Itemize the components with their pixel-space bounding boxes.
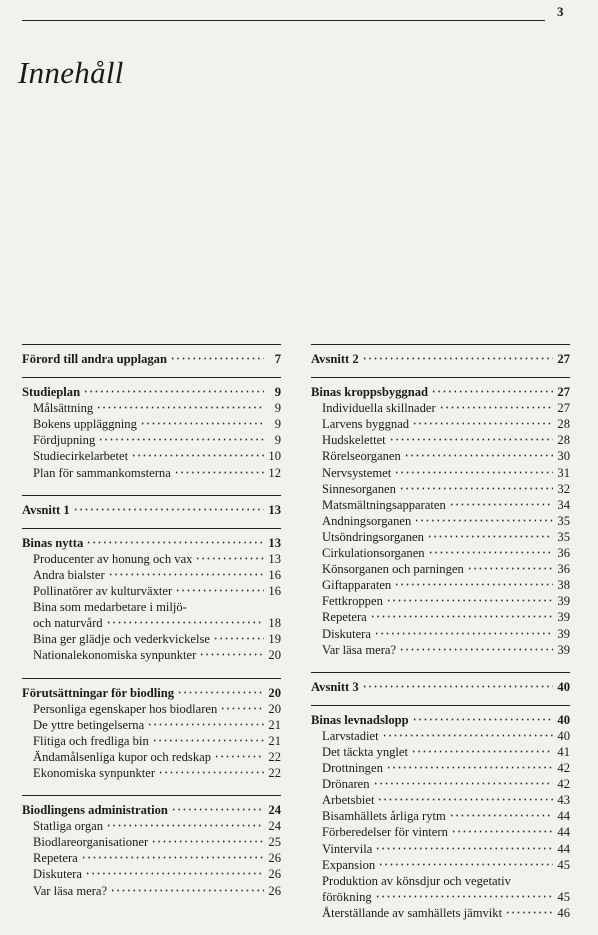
dot-leader bbox=[428, 546, 553, 557]
dot-leader bbox=[73, 503, 264, 514]
dot-leader bbox=[106, 616, 264, 627]
toc-entry-label: Bina ger glädje och vederkvickelse bbox=[33, 632, 210, 647]
toc-entry bbox=[311, 776, 570, 792]
dot-leader bbox=[362, 680, 553, 691]
dot-leader bbox=[86, 536, 264, 547]
toc-page-number: 38 bbox=[557, 578, 570, 593]
toc-entry-label: Diskutera bbox=[322, 626, 371, 641]
toc-page-number: 24 bbox=[268, 803, 281, 818]
toc-page-number: 10 bbox=[268, 449, 281, 464]
toc-heading bbox=[22, 502, 281, 518]
toc-page-number: 28 bbox=[557, 433, 570, 448]
toc-page-number: 13 bbox=[268, 551, 281, 566]
toc-heading bbox=[22, 685, 281, 701]
dot-leader bbox=[505, 906, 553, 917]
toc-entry-label: Diskutera bbox=[33, 867, 82, 882]
toc-page-number: 36 bbox=[557, 562, 570, 577]
toc-page-number: 36 bbox=[557, 546, 570, 561]
toc-page-number: 12 bbox=[268, 465, 281, 480]
toc-page-number: 39 bbox=[557, 594, 570, 609]
toc-page-number: 9 bbox=[274, 417, 281, 432]
toc-entry bbox=[311, 481, 570, 497]
toc-entry bbox=[22, 749, 281, 765]
toc-page-number: 16 bbox=[268, 567, 281, 582]
toc-page-number: 7 bbox=[274, 352, 281, 366]
toc-entry-label: Individuella skillnader bbox=[322, 401, 436, 416]
toc-entry bbox=[22, 701, 281, 717]
dot-leader bbox=[213, 632, 264, 643]
toc-page-number: 39 bbox=[557, 642, 570, 657]
toc-entry bbox=[311, 497, 570, 513]
dot-leader bbox=[106, 819, 264, 830]
toc-entry bbox=[311, 529, 570, 545]
toc-entry bbox=[22, 866, 281, 882]
dot-leader bbox=[131, 449, 264, 460]
toc-entry bbox=[311, 432, 570, 448]
toc-entry-label: Larvstadiet bbox=[322, 728, 379, 743]
dot-leader bbox=[108, 568, 264, 579]
toc-entry bbox=[311, 626, 570, 642]
toc-heading-label: Binas kroppsbyggnad bbox=[311, 385, 429, 400]
dot-leader bbox=[152, 734, 264, 745]
toc-entry bbox=[22, 733, 281, 749]
toc-entry-label: Andningsorganen bbox=[322, 513, 412, 528]
toc-page-number: 13 bbox=[268, 535, 281, 550]
toc-entry-label: Fördjupning bbox=[33, 433, 96, 448]
dot-leader bbox=[110, 884, 264, 895]
toc-page-number: 35 bbox=[557, 529, 570, 544]
toc-page-number: 28 bbox=[557, 417, 570, 432]
toc-entry-label: Personliga egenskaper hos biodlaren bbox=[33, 701, 218, 716]
toc-page-number: 21 bbox=[268, 717, 281, 732]
toc-entry-label: Drottningen bbox=[322, 761, 383, 776]
toc-heading-label: Studieplan bbox=[22, 385, 81, 400]
dot-leader bbox=[451, 825, 553, 836]
toc-entry bbox=[22, 850, 281, 866]
toc-section bbox=[22, 678, 281, 796]
toc-entry-label: Plan för sammankomsterna bbox=[33, 465, 171, 480]
toc-section bbox=[22, 377, 281, 495]
toc-entry bbox=[311, 448, 570, 464]
toc-entry bbox=[311, 545, 570, 561]
dot-leader bbox=[431, 385, 553, 396]
toc-section bbox=[22, 795, 281, 913]
toc-entry-label: Bokens uppläggning bbox=[33, 417, 137, 432]
toc-heading-label: Biodlingens administration bbox=[22, 803, 168, 818]
dot-leader bbox=[412, 713, 553, 724]
toc-page-number: 32 bbox=[557, 481, 570, 496]
dot-leader bbox=[214, 750, 264, 761]
toc-entry bbox=[311, 513, 570, 529]
toc-entry-label: Bina som medarbetare i miljö- bbox=[33, 600, 187, 615]
toc-entry-label: förökning bbox=[322, 889, 372, 904]
toc-page-number: 39 bbox=[557, 610, 570, 625]
toc-entry bbox=[311, 593, 570, 609]
toc-entry bbox=[22, 765, 281, 781]
toc-page-number: 16 bbox=[268, 584, 281, 599]
toc-entry-label: Matsmältningsapparaten bbox=[322, 497, 446, 512]
toc-page-number: 44 bbox=[557, 841, 570, 856]
dot-leader bbox=[83, 385, 264, 396]
toc-page-number: 40 bbox=[557, 728, 570, 743]
dot-leader bbox=[199, 648, 264, 659]
toc-entry bbox=[22, 432, 281, 448]
dot-leader bbox=[386, 594, 553, 605]
toc-page-number: 46 bbox=[557, 905, 570, 920]
toc-section bbox=[22, 495, 281, 528]
toc-heading bbox=[311, 712, 570, 728]
dot-leader bbox=[373, 777, 553, 788]
toc-page-number: 31 bbox=[557, 465, 570, 480]
toc-entry bbox=[311, 744, 570, 760]
toc-entry-label: Vintervila bbox=[322, 841, 373, 856]
toc-entry bbox=[311, 792, 570, 808]
toc-heading-label: Avsnitt 1 bbox=[22, 502, 70, 517]
dot-leader bbox=[377, 793, 553, 804]
toc-page-number: 22 bbox=[268, 749, 281, 764]
toc-page-number: 24 bbox=[268, 819, 281, 834]
dot-leader bbox=[449, 498, 553, 509]
dot-leader bbox=[394, 578, 553, 589]
toc-entry-label: Expansion bbox=[322, 857, 376, 872]
dot-leader bbox=[382, 729, 553, 740]
dot-leader bbox=[151, 835, 264, 846]
dot-leader bbox=[147, 718, 264, 729]
toc-entry-label: och naturvård bbox=[33, 616, 103, 631]
dot-leader bbox=[449, 809, 553, 820]
dot-leader bbox=[158, 766, 264, 777]
toc-section bbox=[22, 344, 281, 377]
toc-page-number: 45 bbox=[557, 889, 570, 904]
toc-heading-label: Avsnitt 3 bbox=[311, 679, 359, 694]
toc-page-number: 9 bbox=[274, 433, 281, 448]
toc-page-number: 19 bbox=[268, 632, 281, 647]
toc-entry-label: Utsöndringsorganen bbox=[322, 529, 424, 544]
toc-page-number: 18 bbox=[268, 616, 281, 631]
toc-entry-label: Nationalekonomiska synpunkter bbox=[33, 648, 197, 663]
toc-entry-label: Producenter av honung och vax bbox=[33, 551, 193, 566]
toc-heading-label: Binas nytta bbox=[22, 535, 84, 550]
toc-page-number: 44 bbox=[557, 825, 570, 840]
toc-entry bbox=[311, 609, 570, 625]
dot-leader bbox=[81, 851, 264, 862]
toc-entry bbox=[22, 551, 281, 567]
page-number: 3 bbox=[557, 4, 564, 19]
dot-leader bbox=[177, 686, 264, 697]
toc-entry bbox=[22, 883, 281, 899]
dot-leader bbox=[389, 433, 553, 444]
dot-leader bbox=[439, 401, 553, 412]
toc-section bbox=[22, 528, 281, 678]
dot-leader bbox=[404, 449, 553, 460]
toc-heading-label: Förutsättningar för biodling bbox=[22, 685, 175, 700]
toc-entry bbox=[311, 642, 570, 658]
dot-leader bbox=[370, 610, 553, 621]
toc-entry bbox=[22, 416, 281, 432]
toc-entry bbox=[311, 728, 570, 744]
toc-entry-label: Larvens byggnad bbox=[322, 417, 410, 432]
toc-page-number: 27 bbox=[557, 385, 570, 400]
dot-leader bbox=[140, 417, 264, 428]
toc-entry-label: Återställande av samhällets jämvikt bbox=[322, 905, 503, 920]
toc-page-number: 34 bbox=[557, 497, 570, 512]
toc-entry bbox=[22, 567, 281, 583]
toc-entry bbox=[22, 647, 281, 663]
toc-page-number: 40 bbox=[557, 712, 570, 727]
page-title: Innehåll bbox=[18, 54, 124, 90]
toc-page-number: 27 bbox=[557, 352, 570, 366]
toc-entry-label: Det täckta ynglet bbox=[322, 744, 409, 759]
toc-page-number: 26 bbox=[268, 867, 281, 882]
toc-page-number: 44 bbox=[557, 809, 570, 824]
dot-leader bbox=[170, 352, 264, 363]
toc-heading bbox=[22, 535, 281, 551]
toc-heading bbox=[311, 384, 570, 400]
dot-leader bbox=[375, 890, 553, 901]
toc-entry-label: Målsättning bbox=[33, 401, 94, 416]
toc-entry-label: Förberedelser för vintern bbox=[322, 825, 448, 840]
dot-leader bbox=[386, 761, 553, 772]
dot-leader bbox=[427, 530, 553, 541]
header-rule bbox=[22, 20, 545, 21]
toc-page-number: 43 bbox=[557, 793, 570, 808]
toc-entry bbox=[22, 818, 281, 834]
toc-entry-label: Drönaren bbox=[322, 777, 370, 792]
dot-leader bbox=[220, 702, 264, 713]
toc-entry bbox=[22, 615, 281, 631]
toc-column-left bbox=[22, 344, 281, 913]
toc-entry-label: Fettkroppen bbox=[322, 594, 383, 609]
toc-entry-label: Könsorganen och parningen bbox=[322, 562, 464, 577]
toc-entry bbox=[22, 465, 281, 481]
toc-entry bbox=[311, 577, 570, 593]
toc-section bbox=[311, 705, 570, 935]
toc-entry-label: Sinnesorganen bbox=[322, 481, 396, 496]
dot-leader bbox=[85, 867, 264, 878]
toc-entry-label: Studiecirkelarbetet bbox=[33, 449, 129, 464]
toc-page-number: 40 bbox=[557, 679, 570, 694]
toc-entry-label: Giftapparaten bbox=[322, 578, 392, 593]
toc-heading bbox=[22, 802, 281, 818]
toc-page-number: 27 bbox=[557, 401, 570, 416]
toc-section bbox=[311, 672, 570, 705]
toc-page-number: 26 bbox=[268, 851, 281, 866]
toc-entry-label: Arbetsbiet bbox=[322, 793, 375, 808]
toc-page-number: 13 bbox=[268, 502, 281, 517]
dot-leader bbox=[96, 401, 264, 412]
toc-page-number: 9 bbox=[274, 385, 281, 400]
toc-entry-label: Var läsa mera? bbox=[33, 883, 108, 898]
toc-entry-label: De yttre betingelserna bbox=[33, 717, 145, 732]
toc-heading bbox=[22, 351, 281, 367]
toc-section bbox=[311, 377, 570, 672]
toc-entry bbox=[311, 561, 570, 577]
toc-page-number: 45 bbox=[557, 857, 570, 872]
dot-leader bbox=[378, 858, 553, 869]
toc-page-number: 41 bbox=[557, 744, 570, 759]
toc-entry bbox=[22, 631, 281, 647]
toc-entry-label: Repetera bbox=[33, 851, 78, 866]
toc-entry bbox=[311, 889, 570, 905]
toc-entry bbox=[311, 841, 570, 857]
toc-heading-label: Binas levnadslopp bbox=[311, 712, 409, 727]
toc-entry-label: Flitiga och fredliga bin bbox=[33, 733, 149, 748]
toc-heading bbox=[311, 351, 570, 367]
toc-page-number: 20 bbox=[268, 685, 281, 700]
toc-page-number: 21 bbox=[268, 733, 281, 748]
dot-leader bbox=[394, 466, 553, 477]
dot-leader bbox=[467, 562, 553, 573]
toc-heading-label: Avsnitt 2 bbox=[311, 352, 359, 366]
dot-leader bbox=[175, 584, 264, 595]
toc-entry-label: Repetera bbox=[322, 610, 367, 625]
toc-page-number: 42 bbox=[557, 777, 570, 792]
toc-entry bbox=[311, 857, 570, 873]
toc-page-number: 9 bbox=[274, 401, 281, 416]
toc-entry bbox=[311, 465, 570, 481]
toc-entry bbox=[22, 834, 281, 850]
toc-entry bbox=[311, 824, 570, 840]
toc-entry bbox=[22, 583, 281, 599]
dot-leader bbox=[411, 745, 553, 756]
toc-page-number: 25 bbox=[268, 835, 281, 850]
toc-page-number: 20 bbox=[268, 648, 281, 663]
toc-page-number: 35 bbox=[557, 513, 570, 528]
toc-entry-label: Var läsa mera? bbox=[322, 642, 397, 657]
dot-leader bbox=[374, 627, 553, 638]
dot-leader bbox=[375, 842, 553, 853]
toc-entry-label: Nervsystemet bbox=[322, 465, 392, 480]
toc-entry-label: Pollinatörer av kulturväxter bbox=[33, 584, 173, 599]
toc-column-right bbox=[311, 344, 570, 935]
dot-leader bbox=[195, 552, 264, 563]
toc-entry-label: Ändamålsenliga kupor och redskap bbox=[33, 749, 212, 764]
toc-page-number: 42 bbox=[557, 761, 570, 776]
toc-entry-label: Rörelseorganen bbox=[322, 449, 401, 464]
toc-entry-label: Statliga organ bbox=[33, 819, 104, 834]
dot-leader bbox=[174, 466, 264, 477]
toc-entry bbox=[311, 400, 570, 416]
dot-leader bbox=[362, 352, 553, 363]
toc-heading-label: Förord till andra upplagan bbox=[22, 352, 167, 366]
toc-entry bbox=[311, 416, 570, 432]
toc-page-number: 22 bbox=[268, 765, 281, 780]
toc-heading bbox=[22, 384, 281, 400]
dot-leader bbox=[98, 433, 264, 444]
toc-heading bbox=[311, 679, 570, 695]
toc-entry bbox=[311, 905, 570, 921]
toc-entry bbox=[22, 448, 281, 464]
dot-leader bbox=[414, 514, 553, 525]
toc-entry bbox=[311, 808, 570, 824]
dot-leader bbox=[171, 803, 264, 814]
dot-leader bbox=[399, 643, 553, 654]
toc-entry bbox=[22, 717, 281, 733]
toc-entry-label: Biodlareorganisationer bbox=[33, 835, 149, 850]
toc-entry-label: Hudskelettet bbox=[322, 433, 386, 448]
dot-leader bbox=[412, 417, 553, 428]
toc-entry-label: Andra bialster bbox=[33, 567, 105, 582]
toc-page-number: 20 bbox=[268, 701, 281, 716]
toc-entry bbox=[311, 760, 570, 776]
toc-entry bbox=[22, 400, 281, 416]
toc-page-number: 30 bbox=[557, 449, 570, 464]
toc-entry-label: Produktion av könsdjur och vegetativ bbox=[322, 873, 511, 888]
dot-leader bbox=[399, 482, 553, 493]
toc-entry-label: Bisamhällets årliga rytm bbox=[322, 809, 446, 824]
toc-entry-label: Cirkulationsorganen bbox=[322, 546, 425, 561]
toc-page-number: 39 bbox=[557, 626, 570, 641]
toc-entry-label: Ekonomiska synpunkter bbox=[33, 765, 156, 780]
toc-page-number: 26 bbox=[268, 883, 281, 898]
toc-section bbox=[311, 344, 570, 377]
